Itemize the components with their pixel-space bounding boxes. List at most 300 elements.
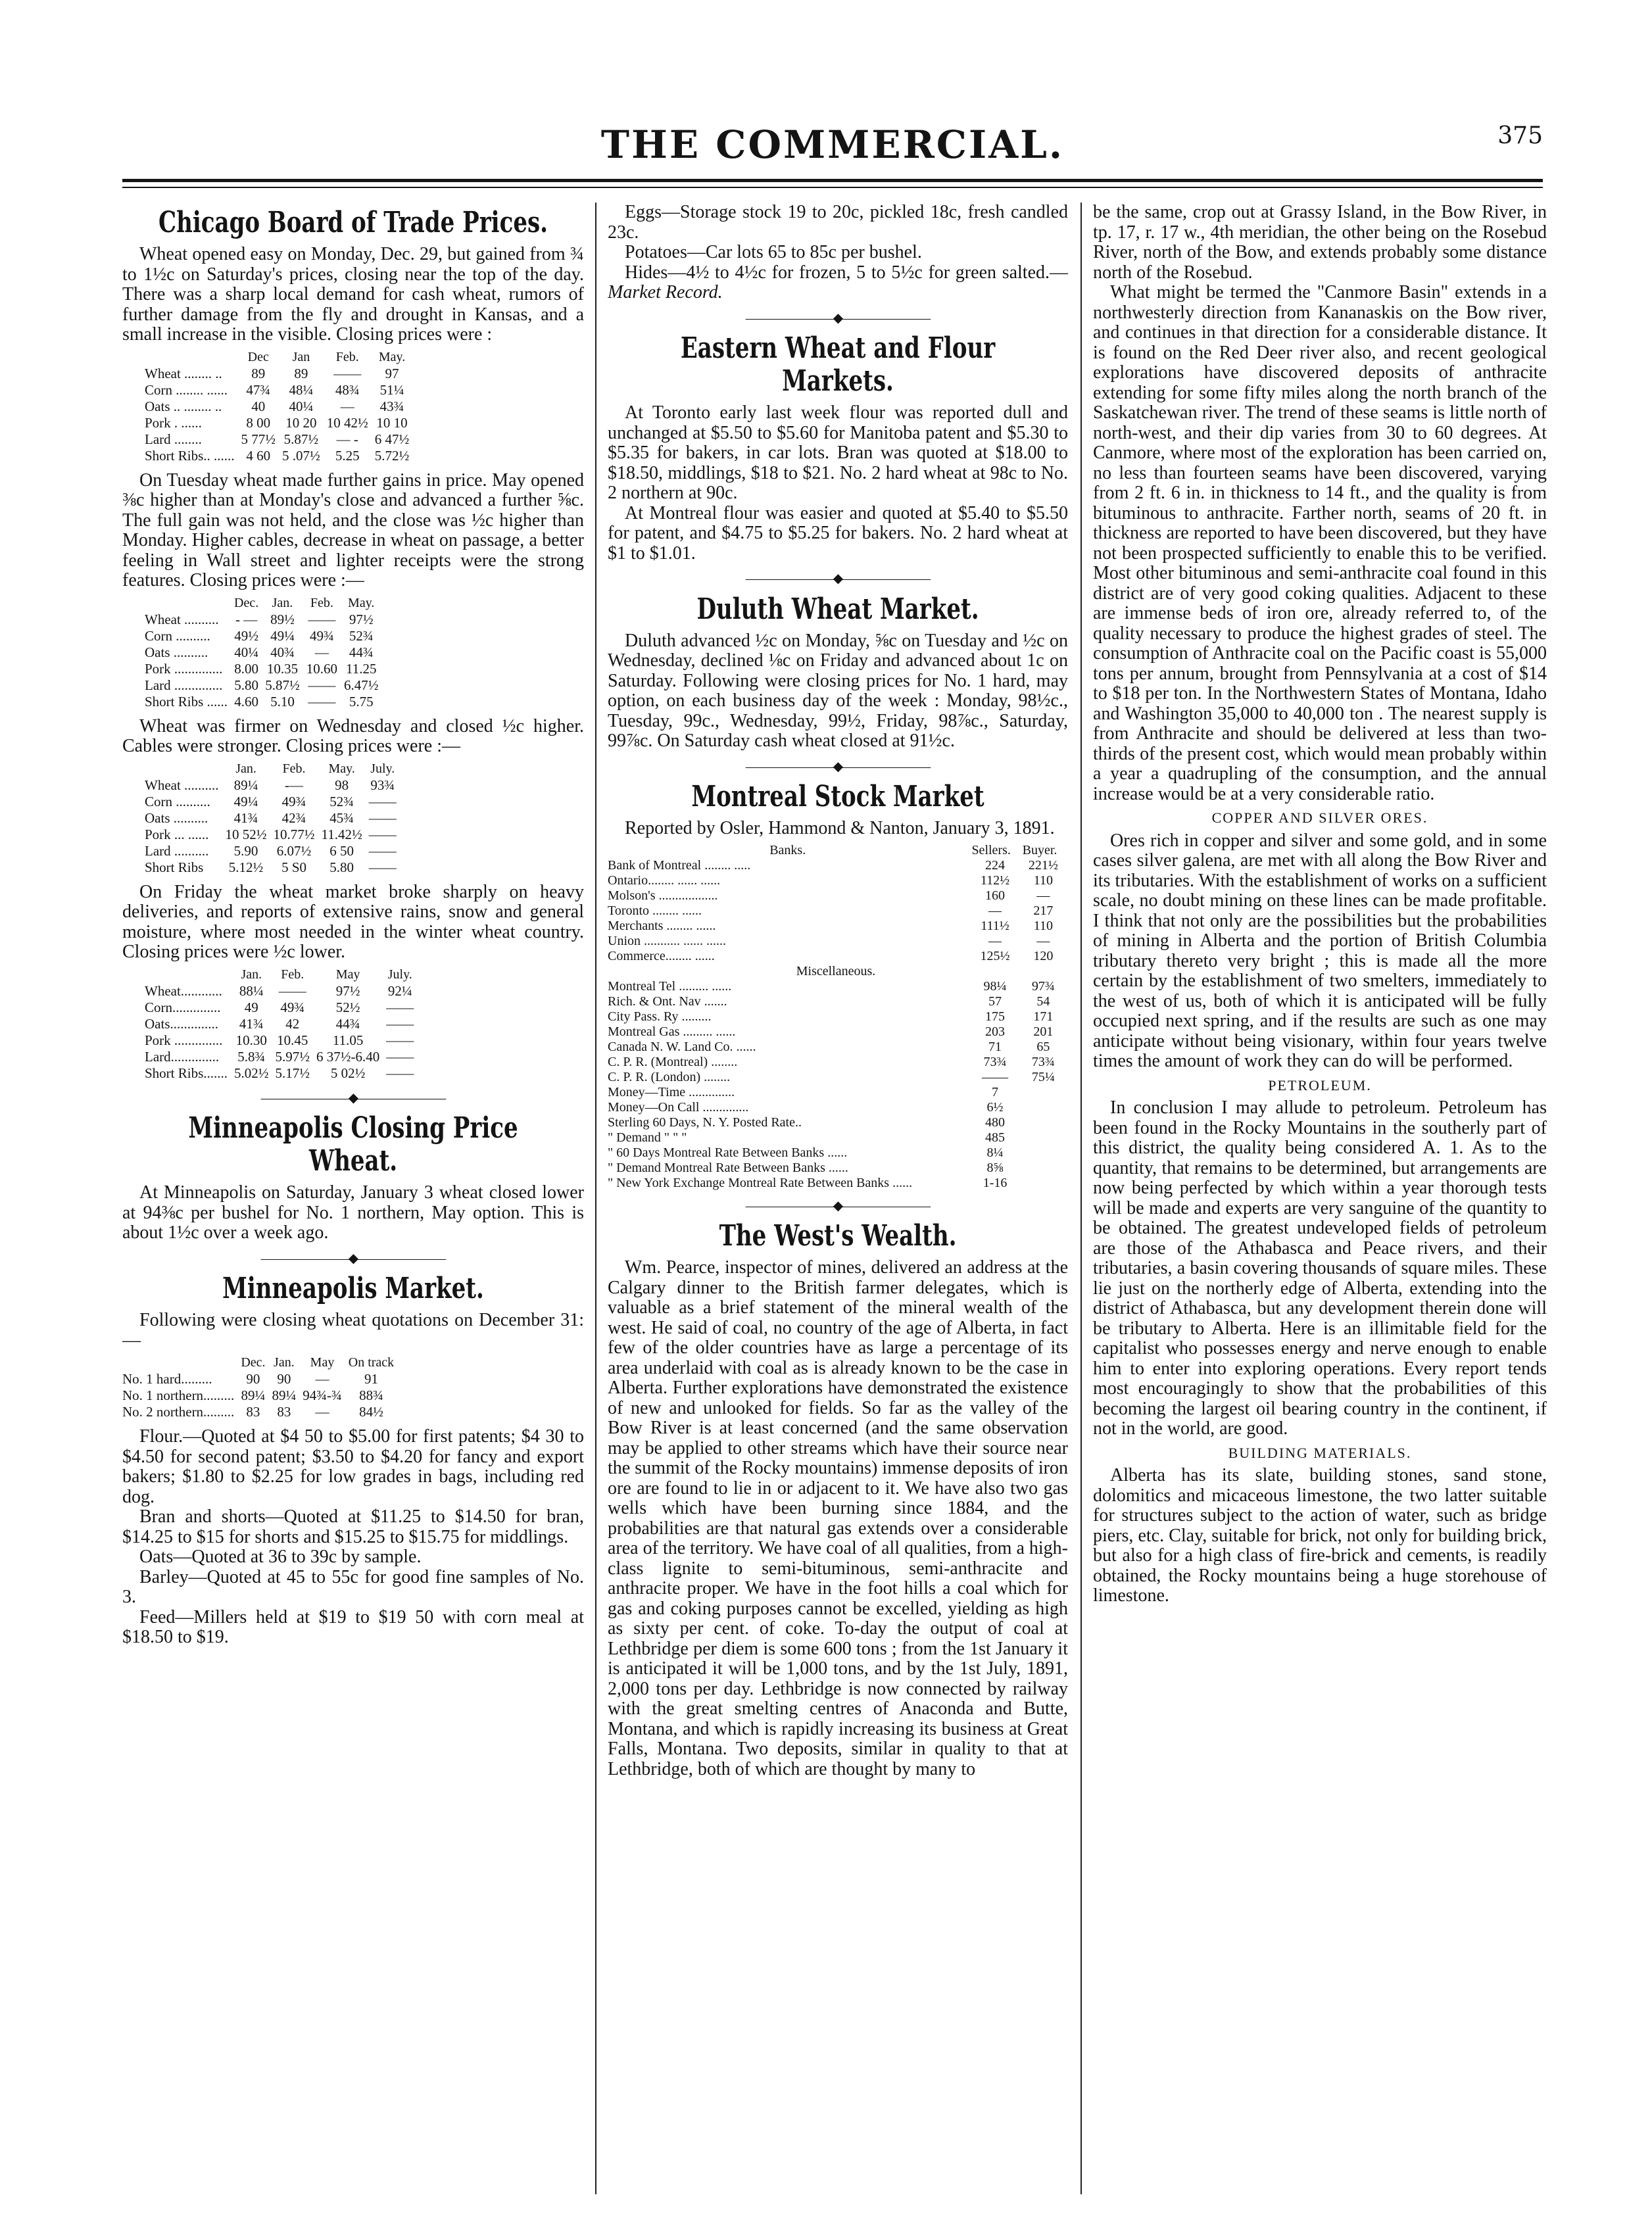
paragraph — [608, 263, 1068, 303]
source-credit: Market Record. — [608, 282, 723, 302]
price-cell: —— — [368, 826, 397, 842]
price-cell: 49½ — [234, 627, 258, 644]
price-cell: 6 37½-6.40 — [316, 1048, 380, 1065]
row-label: Pork .............. — [145, 660, 223, 677]
price-cell: 44¾ — [335, 1015, 360, 1032]
price-table — [145, 967, 420, 1082]
security-name: Rich. & Ont. Nav ....... — [608, 994, 727, 1009]
quote-cell: 111½ — [981, 918, 1009, 933]
row-label: Wheat .......... — [145, 777, 219, 793]
price-cell: 5 02½ — [330, 1065, 366, 1081]
security-name: " Demand " " " — [608, 1130, 687, 1145]
price-cell: 8 00 — [246, 414, 271, 431]
quote-cell: 73¾ — [1031, 1054, 1055, 1069]
quote-cell: 480 — [985, 1115, 1006, 1130]
quote-cell: 71 — [988, 1039, 1002, 1054]
column-header — [145, 349, 241, 366]
price-cell: —— — [368, 793, 397, 809]
price-cell: 42 — [285, 1015, 300, 1032]
table-row — [608, 919, 1068, 934]
table-row — [145, 628, 385, 644]
price-cell: 40 — [251, 398, 266, 414]
price-cell: 5.80 — [329, 859, 354, 875]
paragraph: At Toronto early last week flour was reported dull and unchanged at $5.50 to $5.60 for Manitoba patent and $5.30 to $5.35 for bakers, in car lots. Bran was quoted at $18.00 to $18.50, middlings, $18 to $21. No. 2 hard wheat at 98c to No. 2 northern at 90c. — [608, 402, 1068, 503]
price-cell: 92¼ — [387, 982, 412, 999]
price-cell: 5 S0 — [281, 859, 307, 875]
row-label: Oats .......... — [145, 809, 208, 826]
row-label: Short Ribs....... — [145, 1065, 228, 1081]
quote-cell: 221½ — [1028, 857, 1058, 873]
table-row — [145, 694, 385, 710]
table-row — [145, 366, 416, 382]
column-header: Feb. — [335, 349, 359, 364]
price-cell: — — [340, 398, 354, 414]
price-cell: 5.87½ — [283, 431, 319, 447]
quote-cell: 110 — [1033, 918, 1053, 933]
paragraph: Duluth advanced ½c on Monday, ⅝c on Tuesday and ½c on Wednesday, declined ⅛c on Friday and advanced about 1c on Saturday. Following were closing prices for No. 1 hard, may option, on each business day of the week : Monday, 98½c., Tuesday, 99c., Wednesday, 99½, Friday, 98⅞c., Saturday, 99⅞c. On Saturday cash wheat closed at 91½c. — [608, 630, 1068, 751]
column-header: July. — [387, 967, 412, 982]
quote-cell: 217 — [1033, 903, 1054, 918]
price-cell: 6.47½ — [343, 677, 379, 693]
price-cell: 5.80 — [234, 677, 258, 693]
price-cell: 11.05 — [332, 1032, 364, 1048]
quote-cell: — — [988, 903, 1002, 918]
table-row — [608, 1085, 1068, 1100]
article-heading: Minneapolis Market. — [222, 1272, 484, 1305]
price-cell: 5.25 — [335, 447, 360, 464]
price-cell: 11.42½ — [321, 826, 362, 842]
table-row — [608, 1176, 1068, 1191]
row-label: Lard.............. — [145, 1048, 220, 1065]
quote-cell — [1023, 1161, 1068, 1176]
quote-cell — [1023, 1115, 1068, 1130]
price-cell: 49¾ — [281, 793, 306, 809]
security-name: Bank of Montreal ........ ..... — [608, 857, 751, 873]
paragraph: Ores rich in copper and silver and some gold, and in some cases silver galena, are met with all along the Bow River and its tributaries. With the establishment of works on a sufficient scale, no doubt mining on these lines can be made profitable. I think that not only are the possibilities but the probabilities of mining in Alberta and the portion of British Columbia tributary thereto very bright ; this is made all the more certain by the establishment of two smelters, immediately to the west of us, both of which it is anticipated will be fully occupied next spring, and if the results are such as one may anticipate without being visionary, within four years twelve times the amount of work they can do will be performed. — [1093, 830, 1547, 1071]
table-row — [608, 1161, 1068, 1176]
table-row — [145, 677, 385, 694]
table-row — [608, 979, 1068, 994]
price-cell: 90 — [277, 1371, 291, 1387]
table-row — [608, 888, 1068, 903]
quote-cell — [1023, 1130, 1068, 1145]
newspaper-title: THE COMMERCIAL. — [600, 122, 1065, 167]
price-cell: 52¾ — [329, 793, 354, 809]
security-name: Montreal Gas ......... ...... — [608, 1024, 736, 1039]
column-header: Dec — [247, 349, 269, 364]
quote-cell: — — [1036, 933, 1050, 948]
price-cell: 5.12½ — [228, 859, 264, 875]
paragraph: Flour.—Quoted at $4 50 to $5.00 for first patents; $4 30 to $4.50 for second patent; $3.50 to $4.20 for fancy and export bakers; $1.80 to $2.25 for low grades in bags, including red dog. — [122, 1426, 584, 1507]
security-name: C. P. R. (Montreal) ........ — [608, 1054, 738, 1069]
price-cell: 97½ — [335, 982, 360, 999]
quote-cell: 203 — [985, 1024, 1006, 1039]
quote-cell: 160 — [985, 888, 1006, 903]
table-row — [145, 415, 416, 431]
column-header: May. — [348, 595, 375, 610]
column-header: Feb. — [282, 761, 306, 776]
price-cell: 52½ — [335, 999, 360, 1015]
column-divider — [595, 203, 596, 2194]
price-cell: —— — [368, 842, 397, 859]
column-header: Jan. — [274, 1355, 295, 1370]
price-cell: —— — [278, 982, 306, 999]
quote-cell: 110 — [1033, 873, 1053, 888]
price-cell: —— — [333, 365, 362, 381]
table-subheading: Miscellaneous. — [796, 963, 876, 978]
paragraph: Reported by Osler, Hammond & Nanton, January 3, 1891. — [625, 818, 1055, 838]
table-row — [608, 1115, 1068, 1130]
price-cell: -— — [285, 777, 304, 793]
table-row — [145, 398, 416, 415]
price-cell: 89¼ — [241, 1387, 266, 1403]
table-row — [608, 1024, 1068, 1040]
article-heading: The West's Wealth. — [719, 1219, 957, 1253]
price-cell: 88¼ — [239, 982, 264, 999]
column-header: May. — [328, 761, 355, 776]
price-cell: — — [315, 1404, 329, 1420]
row-label: Lard .............. — [145, 677, 223, 693]
paragraph: be the same, crop out at Grassy Island, in the Bow River, in tp. 17, r. 17 w., 4th meridian, the other being on the Rosebud River, north of the Bow, and extends probably some distance north of the Rosebud. — [1093, 203, 1547, 283]
quote-cell — [1023, 1176, 1068, 1191]
security-name: Commerce........ ...... — [608, 948, 715, 963]
price-cell: 5.02½ — [234, 1065, 269, 1081]
table-row — [145, 859, 403, 876]
paragraph: Wheat was firmer on Wednesday and closed ½c higher. Cables were stronger. Closing prices were :— — [122, 715, 584, 756]
quote-cell: 65 — [1036, 1039, 1050, 1054]
row-label: Corn .......... — [145, 627, 210, 644]
price-cell: 97 — [385, 365, 399, 381]
price-cell: 84½ — [359, 1404, 383, 1420]
table-row — [608, 934, 1068, 949]
paragraph: Following were closing wheat quotations on December 31:— — [122, 1310, 584, 1351]
column-header: Jan. — [272, 595, 293, 610]
price-cell: —— — [386, 1048, 414, 1065]
column-header: Jan — [292, 349, 310, 364]
price-cell: —— — [386, 1032, 414, 1048]
price-cell: 5.75 — [349, 693, 374, 710]
table-row — [145, 1049, 420, 1065]
quote-cell: 6½ — [986, 1099, 1004, 1115]
article-heading: Duluth Wheat Market. — [696, 592, 979, 626]
price-cell: 47¾ — [246, 381, 271, 398]
price-cell: 10.60 — [306, 660, 337, 677]
row-label: No. 1 northern......... — [122, 1387, 235, 1403]
row-label: No. 1 hard......... — [122, 1371, 212, 1387]
row-label: Short Ribs — [145, 859, 204, 875]
paragraph: What might be termed the "Canmore Basin" extends in a northwesterly direction from Kananaskis on the Bow river, and continues in that direction for a considerable distance. It is found on the Red Deer river also, and recent geological explorations have discovered deposits of anthracite extending for some fifty miles along the north branch of the Saskatchewan river. The trend of these seams is little north of north-west, and their dip varies from 30 to 60 degrees. At Canmore, where most of the exploration has been carried on, no less than fourteen seams have been discovered, varying from 2 ft. 6 in. in thickness to 14 ft., and the quality is from bituminous to anthracite. Farther north, seams of 20 ft. in thickness are reported to have been discovered, but they have not been prospected sufficiently to enable this to be verified. Most other bituminous and semi-anthracite coal found in this district are of very good coking qualities. Adjacent to these are immense beds of iron ore, already referred to, of the quality necessary to produce the highest grades of steel. The consumption of Anthracite coal on the Pacific coast is 55,000 tons per annum, brought from Pennsylvania at a cost of $14 to $18 per ton. In the Northwestern States of Montana, Idaho and Washington 35,000 to 40,000 ton . The nearest supply is from Anthracite and should be delivered at less than two-thirds of the present cost, which would mean probably within a year a quadrupling of the consumption, and the annual increase would be at a very considerable ratio. — [1093, 282, 1547, 804]
separator: ———————◆——————— — [745, 759, 931, 774]
table-row — [608, 1130, 1068, 1145]
column-header — [145, 967, 234, 983]
price-cell: 98 — [335, 777, 349, 793]
price-cell: 42¾ — [281, 809, 306, 826]
table-row — [145, 448, 416, 464]
security-name: Ontario........ ...... ...... — [608, 873, 721, 888]
price-cell: 5.72½ — [374, 447, 410, 464]
table-row — [608, 994, 1068, 1009]
security-name: " 60 Days Montreal Rate Between Banks ...... — [608, 1145, 848, 1160]
row-label: Short Ribs ...... — [145, 693, 228, 710]
price-cell: 49 — [244, 999, 258, 1015]
price-cell: 90 — [246, 1371, 260, 1387]
price-cell: 88¾ — [359, 1387, 383, 1403]
masthead-rule-thick — [122, 179, 1543, 182]
price-cell: 10 10 — [376, 414, 408, 431]
quote-cell: 8⅝ — [986, 1160, 1004, 1175]
section-subheading: COPPER AND SILVER ORES. — [1211, 809, 1428, 826]
paragraph: On Friday the wheat market broke sharply on heavy deliveries, and reports of extensive rains, snow and general moisture, where most needed in the winter wheat country. Closing prices were ½c lower. — [122, 881, 584, 962]
paragraph: Wm. Pearce, inspector of mines, delivered an address at the Calgary dinner to the British farmer delegates, which is valuable as a brief statement of the mineral wealth of the west. He said of coal, no country of the age of Alberta, in fact few of the older countries have as large a percentage of its area underlaid with coal as is already known to be the case in Alberta. Further explorations have demonstrated the existence of new and unlooked for fields. So far as the valley of the Bow River is at least concerned (and the same observation may be applied to other streams which have their source near the summit of the Rocky mountains) immense deposits of iron ore are found to lie in or adjacent to it. We have also two gas wells which have been burning since 1884, and the probabilities are that natural gas extends over a considerable area of the territory. We have coal of all qualities, from a high-class lignite to semi-bituminous, semi-anthracite and anthracite proper. We have in the foot hills a coal which for gas and coking purposes cannot be excelled, yielding as high as sixty per cent. of coke. To-day the output of coal at Lethbridge per diem is some 600 tons ; from the 1st January it is anticipated it will be 1,000 tons, and by the 1st July, 1891, 2,000 tons per day. Lethbridge is now connected by railway with the great smelting centres of Anaconda and Butte, Montana, and which is rapidly increasing its business at Great Falls, Montana. Two deposits, similar in quality to that at Lethbridge, both of which are thought by many to — [608, 1257, 1068, 1779]
price-cell: 41¾ — [233, 809, 258, 826]
stock-table — [608, 843, 1068, 1191]
paragraph: On Tuesday wheat made further gains in price. May opened ⅜c higher than at Monday's close and advanced a further ⅝c. The full gain was not held, and the close was ½c higher than Monday. Higher cables, decrease in wheat on passage, a better feeling in Wall street and lighter receipts were the strong features. Closing prices were :— — [122, 469, 584, 590]
paragraph: Potatoes—Car lots 65 to 85c per bushel. — [625, 242, 922, 262]
table-row — [145, 1016, 420, 1032]
column-header: May — [335, 967, 360, 982]
column-3 — [1093, 203, 1547, 2194]
price-cell: 10.30 — [235, 1032, 267, 1048]
price-cell: — — [315, 1371, 329, 1387]
column-header: July. — [370, 761, 395, 776]
row-label: Wheat .......... — [145, 611, 219, 627]
separator: ———————◆——————— — [745, 1198, 931, 1213]
price-cell: 5.10 — [270, 693, 295, 710]
price-cell: —— — [308, 677, 336, 693]
masthead-rule-thin — [122, 187, 1543, 188]
security-name: " New York Exchange Montreal Rate Between Banks ...... — [608, 1175, 913, 1190]
quote-cell: 120 — [1033, 948, 1054, 963]
paragraph: At Montreal flour was easier and quoted at $5.40 to $5.50 for patent, and $4.75 to $5.25 for bakers. No. 2 hard wheat at $1 to $1.01. — [608, 502, 1068, 564]
price-cell: 89½ — [270, 611, 295, 627]
paragraph-text: Hides—4½ to 4½c for frozen, 5 to 5½c for green salted.— — [625, 262, 1068, 283]
paragraph: Feed—Millers held at $19 to $19 50 with corn meal at $18.50 to $19. — [122, 1606, 584, 1647]
separator: ———————◆——————— — [745, 571, 931, 586]
table-row — [122, 1371, 401, 1387]
price-cell: 48¼ — [289, 381, 314, 398]
security-name: Toronto ........ ...... — [608, 903, 702, 918]
security-name: Union ........... ...... ...... — [608, 933, 726, 948]
price-cell: 6.07½ — [276, 842, 312, 859]
price-table — [122, 1355, 401, 1420]
price-cell: 10.77½ — [273, 826, 315, 842]
column-header: May — [310, 1355, 335, 1370]
row-label: Pork ... ...... — [145, 826, 209, 842]
row-label: Pork .............. — [145, 1032, 223, 1048]
table-row — [608, 1040, 1068, 1055]
security-name: Money—Time .............. — [608, 1084, 735, 1099]
separator: ———————◆——————— — [260, 1090, 446, 1105]
quote-cell: 224 — [985, 857, 1006, 873]
table-row — [145, 827, 403, 843]
column-header: Banks. — [769, 842, 806, 857]
quote-cell: 75¼ — [1031, 1069, 1055, 1084]
table-row — [145, 1065, 420, 1082]
paragraph: Oats—Quoted at 36 to 39c by sample. — [139, 1547, 422, 1567]
row-label: Wheat ........ .. — [145, 365, 222, 381]
quote-cell: — — [1036, 888, 1050, 903]
column-header — [122, 1355, 241, 1371]
price-cell: 83 — [277, 1404, 291, 1420]
quote-cell: — — [988, 933, 1002, 948]
article-heading: Eastern Wheat and Flour Markets. — [680, 331, 996, 398]
quote-cell — [1023, 1085, 1068, 1100]
price-cell: 48¾ — [335, 381, 360, 398]
paragraph: Bran and shorts—Quoted at $11.25 to $14.50 for bran, $14.25 to $15 for shorts and $15.25 to $15.75 for middlings. — [122, 1506, 584, 1547]
column-header: Jan. — [241, 967, 262, 982]
row-label: Pork . ...... — [145, 414, 202, 431]
price-cell: 10 42½ — [326, 414, 368, 431]
price-cell: 8.00 — [234, 660, 258, 677]
price-cell: 10.45 — [277, 1032, 308, 1048]
table-row — [608, 1100, 1068, 1115]
section-subheading: BUILDING MATERIALS. — [1228, 1444, 1412, 1461]
table-row — [145, 382, 416, 398]
column-header: Jan. — [235, 761, 256, 776]
row-label: Lard .......... — [145, 842, 209, 859]
price-cell: 40¼ — [289, 398, 314, 414]
price-cell: 44¾ — [349, 644, 374, 660]
paragraph: Wheat opened easy on Monday, Dec. 29, but gained from ¾ to 1½c on Saturday's prices, closing near the top of the day. There was a sharp local demand for cash wheat, rumors of further damage from the fly and drought in Kansas, and a small increase in the visible. Closing prices were : — [122, 244, 584, 345]
column-header: Dec. — [234, 595, 259, 610]
table-row — [145, 794, 403, 810]
quote-cell — [1023, 1145, 1068, 1161]
table-row — [608, 858, 1068, 873]
table-row — [608, 949, 1068, 964]
paragraph: Eggs—Storage stock 19 to 20c, pickled 18c, fresh candled 23c. — [608, 203, 1068, 243]
table-row — [122, 1387, 401, 1404]
price-table — [145, 595, 385, 710]
table-row — [608, 1070, 1068, 1085]
column-header: Feb. — [281, 967, 304, 982]
table-row — [608, 1055, 1068, 1070]
table-row — [145, 644, 385, 661]
quote-cell: 54 — [1036, 994, 1050, 1009]
table-row — [608, 903, 1068, 919]
table-row — [122, 1404, 401, 1420]
price-table — [145, 349, 416, 464]
row-label: Wheat............ — [145, 982, 222, 999]
quote-cell: 7 — [992, 1084, 999, 1099]
table-row — [145, 999, 420, 1016]
row-label: Lard ........ — [145, 431, 202, 447]
price-cell: 5.87½ — [265, 677, 300, 693]
quote-cell: 57 — [988, 994, 1002, 1009]
price-cell: 49¾ — [280, 999, 305, 1015]
quote-cell — [1023, 1100, 1068, 1115]
masthead — [122, 117, 1543, 170]
security-name: Molson's .................. — [608, 888, 718, 903]
quote-cell: 98¼ — [983, 978, 1007, 994]
separator: ———————◆——————— — [260, 1251, 446, 1266]
security-name: " Demand Montreal Rate Between Banks ...... — [608, 1160, 848, 1175]
column-1 — [122, 203, 584, 2194]
security-name: Money—On Call .............. — [608, 1099, 749, 1115]
price-cell: 5.90 — [233, 842, 258, 859]
column-header: Dec. — [241, 1355, 266, 1370]
quote-cell: 1-16 — [983, 1175, 1008, 1190]
column-header: Buyer. — [1022, 842, 1057, 857]
quote-cell: 201 — [1033, 1024, 1054, 1039]
price-cell: 93¾ — [370, 777, 395, 793]
security-name: C. P. R. (London) ........ — [608, 1069, 731, 1084]
price-cell: 49¾ — [309, 627, 334, 644]
security-name: Merchants ........ ...... — [608, 918, 716, 933]
column-2 — [608, 203, 1068, 2194]
security-name: City Pass. Ry ......... — [608, 1009, 712, 1024]
price-cell: 10.35 — [266, 660, 299, 677]
security-name: Sterling 60 Days, N. Y. Posted Rate.. — [608, 1115, 802, 1130]
price-cell: 6 50 — [329, 842, 354, 859]
row-label: Corn.............. — [145, 999, 221, 1015]
price-cell: 40¼ — [234, 644, 258, 660]
quote-cell: 175 — [985, 1009, 1006, 1024]
price-cell: 52¾ — [349, 627, 374, 644]
price-cell: —— — [386, 1015, 414, 1032]
row-label: Oats .. ........ .. — [145, 398, 222, 414]
table-row — [608, 873, 1068, 888]
price-cell: 6 47½ — [374, 431, 410, 447]
price-cell: 11.25 — [345, 660, 377, 677]
price-table — [145, 761, 403, 876]
article-heading: Minneapolis Closing Price Wheat. — [188, 1111, 518, 1178]
row-label: Short Ribs.. ...... — [145, 447, 235, 464]
price-cell: 5.97½ — [275, 1048, 310, 1065]
price-cell: —— — [308, 611, 336, 627]
price-cell: 89¼ — [272, 1387, 297, 1403]
table-row — [145, 431, 416, 448]
column-header: On track — [348, 1355, 395, 1370]
quote-cell: 171 — [1033, 1009, 1054, 1024]
table-row — [608, 1145, 1068, 1161]
column-header — [145, 761, 226, 777]
price-cell: 4.60 — [234, 693, 258, 710]
price-cell: 5.17½ — [275, 1065, 310, 1081]
table-row — [608, 1009, 1068, 1024]
section-subheading: PETROLEUM. — [1268, 1076, 1372, 1094]
price-cell: 5 77½ — [241, 431, 276, 447]
table-row — [145, 1032, 420, 1049]
table-row — [145, 777, 403, 794]
price-cell: 49¼ — [270, 627, 295, 644]
price-cell: 5 .07½ — [282, 447, 320, 464]
price-cell: 89 — [251, 365, 266, 381]
table-row — [145, 983, 420, 999]
quote-cell: 8¼ — [986, 1145, 1004, 1160]
row-label: Oats.............. — [145, 1015, 218, 1032]
column-header: Sellers. — [971, 842, 1011, 857]
price-cell: 41¾ — [239, 1015, 264, 1032]
row-label: No. 2 northern......... — [122, 1404, 235, 1420]
column-divider — [1081, 203, 1082, 2194]
price-cell: 5.8¾ — [237, 1048, 266, 1065]
column-header — [145, 595, 234, 612]
quote-cell: 112½ — [980, 873, 1010, 888]
price-cell: —— — [386, 1065, 414, 1081]
row-label: Corn .......... — [145, 793, 210, 809]
quote-cell: 125½ — [980, 948, 1010, 963]
price-cell: 10 52½ — [225, 826, 267, 842]
price-cell: 83 — [246, 1404, 260, 1420]
price-cell: 89¼ — [233, 777, 258, 793]
separator: ———————◆——————— — [745, 310, 931, 325]
price-cell: 10 20 — [285, 414, 317, 431]
price-cell: - — — [235, 611, 258, 627]
price-cell: 91 — [364, 1371, 378, 1387]
security-name: Montreal Tel ......... ...... — [608, 978, 732, 994]
price-cell: 45¾ — [329, 809, 354, 826]
price-cell: 40¾ — [270, 644, 295, 660]
